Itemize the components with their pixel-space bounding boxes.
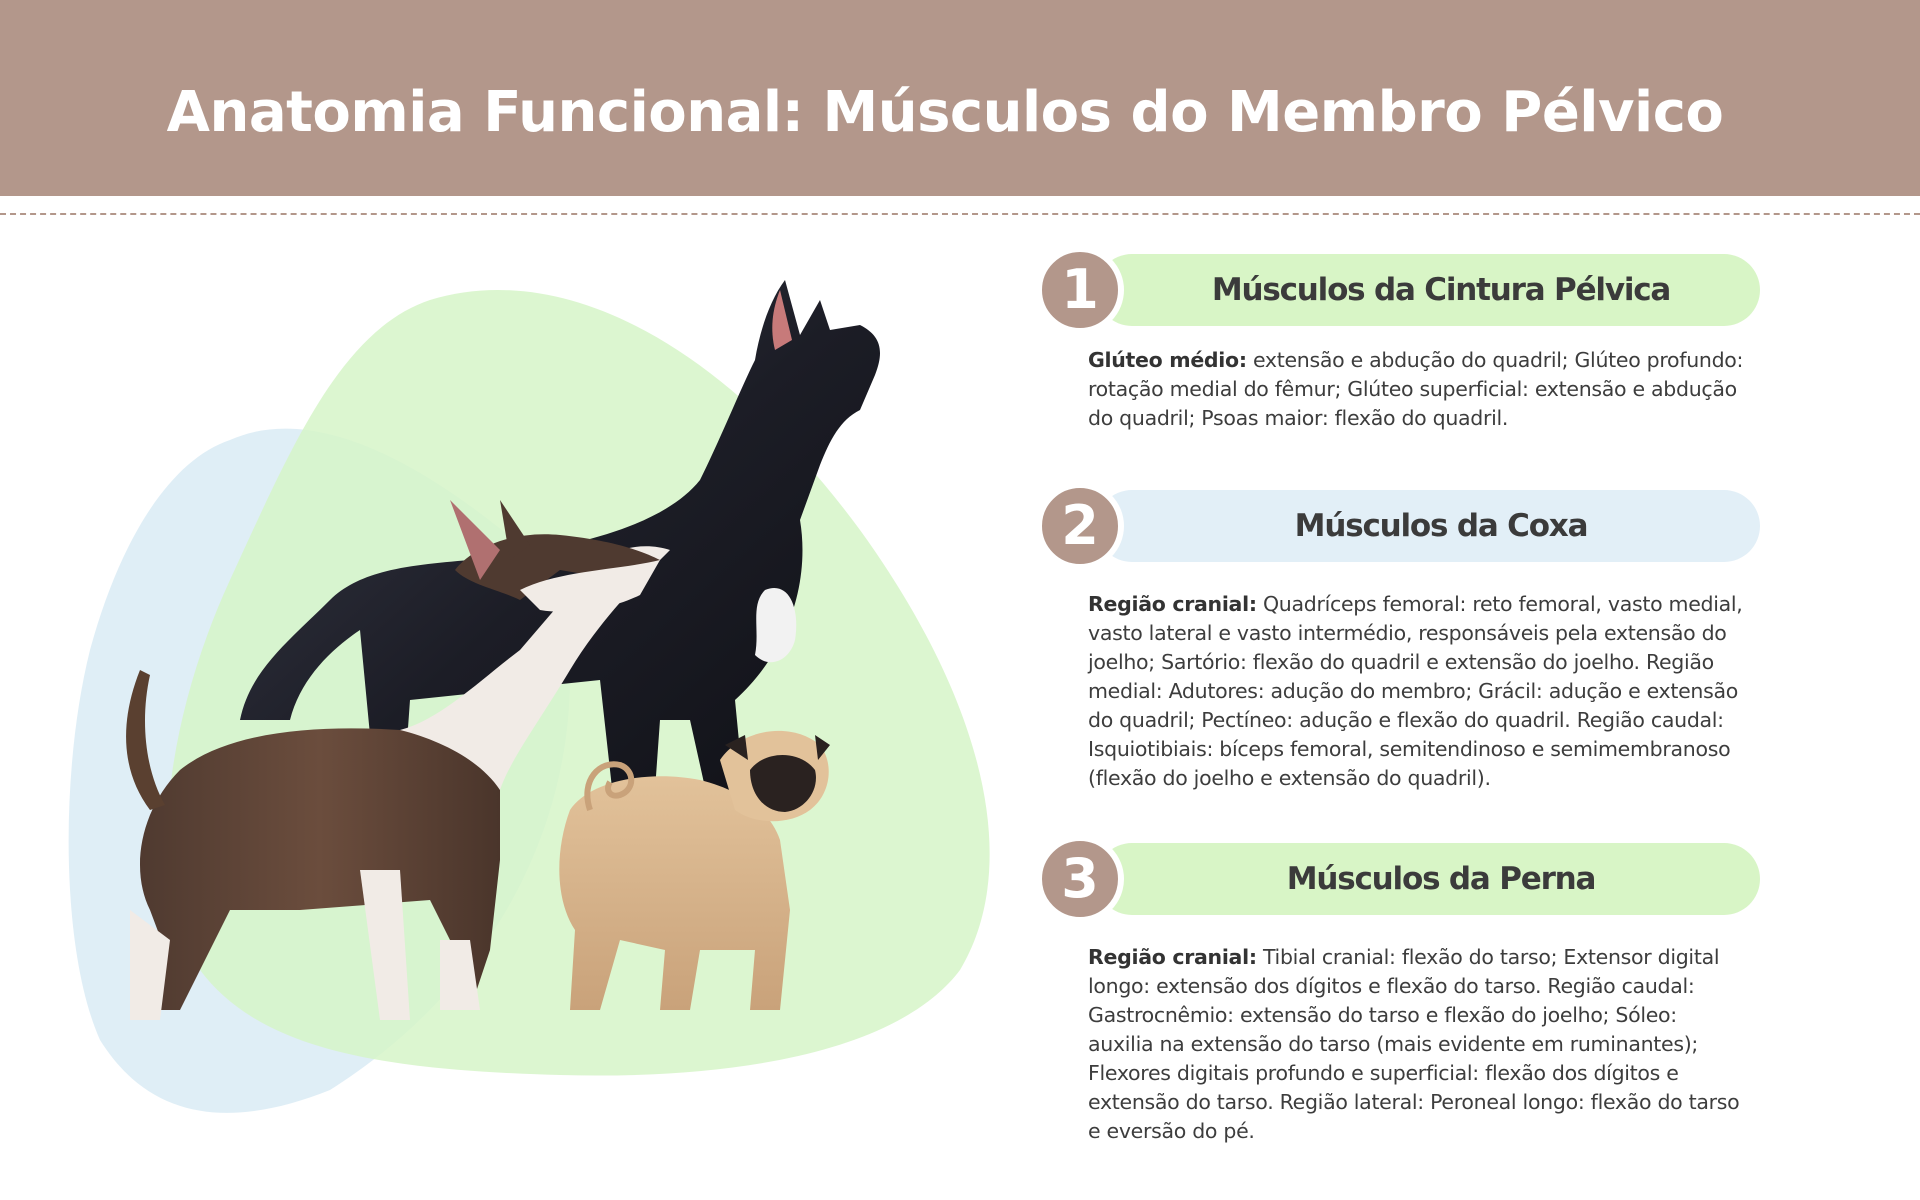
section-text: extensão e abdução do quadril; Glúteo profundo: rotação medial do fêmur; Glúteo superficial: extensão e abdução do quadril; Psoas maior: flexão do quadril.	[1088, 348, 1744, 430]
section-text: Tibial cranial: flexão do tarso; Extensor digital longo: extensão dos dígitos e flexão do tarso. Região caudal: Gastrocnêmio: extensão do tarso e flexão do joelho; Sóleo: auxilia na extensão do tarso (mais evidente em ruminantes); Flexores digitais profundo e superficial: flexão dos dígitos e extensão do tarso. Região lateral: Peroneal longo: flexão do tarso e eversão do pé.	[1088, 945, 1740, 1143]
header-banner	[0, 0, 1920, 196]
section-title: Músculos da Cintura Pélvica	[1211, 272, 1671, 308]
section-title: Músculos da Coxa	[1294, 508, 1588, 544]
dogs-illustration-svg	[0, 250, 1020, 1150]
dashed-divider	[0, 213, 1920, 215]
section-body	[1088, 590, 1748, 793]
page-title: Anatomia Funcional: Músculos do Membro Pélvico	[166, 80, 1724, 145]
section-lead: Região cranial:	[1088, 945, 1257, 969]
section-text: Quadríceps femoral: reto femoral, vasto medial, vasto lateral e vasto intermédio, responsáveis pela extensão do joelho; Sartório: flexão do quadril e extensão do joelho. Região medial: Adutores: adução do membro; Grácil: adução e extensão do quadril; Pectíneo: adução e flexão do quadril. Região caudal: Isquiotibiais: bíceps femoral, semitendinoso e semimembranoso (flexão do joelho e extensão do quadril).	[1088, 592, 1743, 790]
section-body	[1088, 346, 1748, 433]
section-title: Músculos da Perna	[1286, 861, 1596, 897]
section-lead: Região cranial:	[1088, 592, 1257, 616]
section-number-badge: 1	[1036, 246, 1124, 334]
section-lead: Glúteo médio:	[1088, 348, 1247, 372]
section-body	[1088, 943, 1748, 1146]
section-number-badge: 2	[1036, 482, 1124, 570]
section-number-badge: 3	[1036, 835, 1124, 923]
dogs-illustration	[0, 250, 1020, 1150]
